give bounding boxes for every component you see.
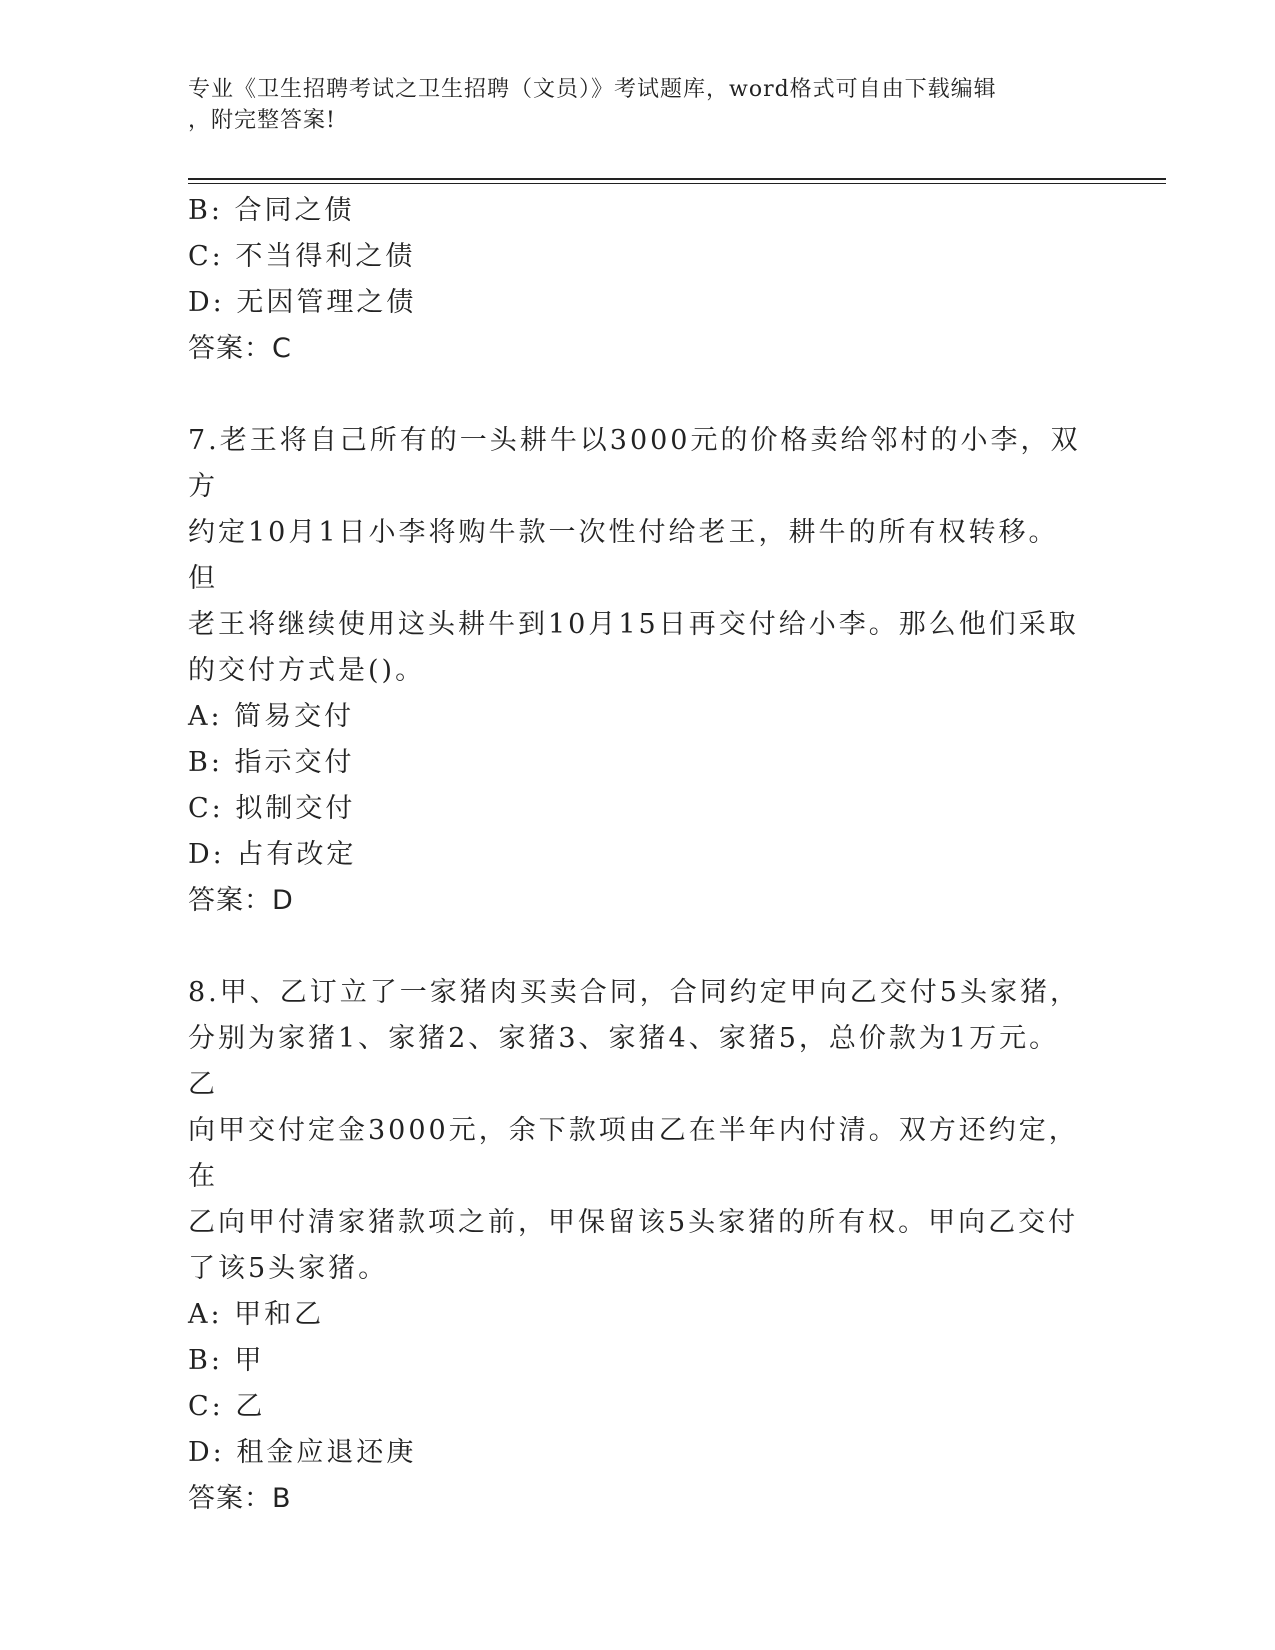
option-c: C: 不当得利之债 — [188, 241, 416, 272]
option-a: A: 甲和乙 — [188, 1299, 325, 1330]
stem-line: 的交付方式是()。 — [188, 655, 426, 686]
answer-line: 答案：D — [188, 885, 294, 916]
question-stem — [188, 418, 1088, 694]
document-body — [188, 188, 1088, 1522]
question-8 — [188, 970, 1088, 1522]
option-d: D: 无因管理之债 — [188, 287, 417, 318]
header-line-2: ，附完整答案! — [188, 108, 336, 133]
option-b: B: 合同之债 — [188, 195, 355, 226]
question-7 — [188, 418, 1088, 924]
header-line-1: 专业《卫生招聘考试之卫生招聘（文员）》考试题库，word格式可自由下载编辑 — [188, 77, 997, 102]
question-stem — [188, 970, 1088, 1292]
option-b: B: 甲 — [188, 1345, 265, 1376]
option-c: C: 乙 — [188, 1391, 266, 1422]
option-b: B: 指示交付 — [188, 747, 355, 778]
stem-line: 老王将继续使用这头耕牛到10月15日再交付给小李。那么他们采取 — [188, 609, 1079, 640]
stem-line: 向甲交付定金3000元，余下款项由乙在半年内付清。双方还约定，在 — [188, 1115, 1079, 1192]
header-divider-thick — [188, 178, 1166, 180]
option-c: C: 拟制交付 — [188, 793, 356, 824]
option-a: A: 简易交付 — [188, 701, 355, 732]
stem-line: 了该5头家猪。 — [188, 1253, 389, 1284]
stem-line: 7.老王将自己所有的一头耕牛以3000元的价格卖给邻村的小李，双方 — [188, 425, 1081, 502]
answer-line: 答案：B — [188, 1483, 292, 1514]
option-d: D: 占有改定 — [188, 839, 357, 870]
stem-line: 分别为家猪1、家猪2、家猪3、家猪4、家猪5，总价款为1万元。乙 — [188, 1023, 1060, 1100]
header-divider-thin — [188, 183, 1166, 184]
document-header — [188, 74, 1088, 136]
stem-line: 约定10月1日小李将购牛款一次性付给老王，耕牛的所有权转移。但 — [188, 517, 1059, 594]
stem-line: 乙向甲付清家猪款项之前，甲保留该5头家猪的所有权。甲向乙交付 — [188, 1207, 1079, 1238]
prev-question — [188, 188, 1088, 372]
answer-line: 答案：C — [188, 333, 292, 364]
option-d: D: 租金应退还庚 — [188, 1437, 417, 1468]
stem-line: 8.甲、乙订立了一家猪肉买卖合同，合同约定甲向乙交付5头家猪， — [188, 977, 1080, 1008]
